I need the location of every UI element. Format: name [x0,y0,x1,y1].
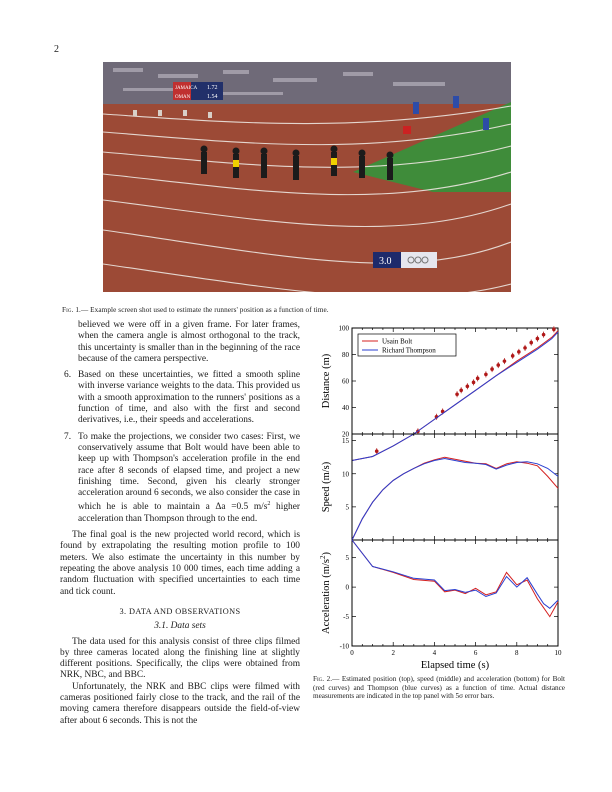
list-number: 7. [64,431,72,442]
list-number: 6. [64,370,72,381]
panel-1 [321,325,558,461]
y-tick-label: 5 [345,503,349,512]
scoreboard-row2-value: 1.54 [207,94,218,100]
race-photo [103,62,511,292]
legend-entry: Usain Bolt [382,337,413,346]
measurement-point [552,328,556,332]
y-axis-label-superscript: 2 [319,555,327,560]
final-goal-paragraph: The final goal is the new projected world record, which is found by extrapolating the resulting motion profile to 100 meters. We also estimate the uncertainty in this number by repeating the above analysis 10 000 times, each time adding a random fluctuation with specified uncertainties to each time and tick count. [60,530,300,597]
y-tick-label: 80 [342,351,349,359]
panel-frame [352,540,558,646]
figure1-caption [62,306,329,314]
page-number: 2 [54,44,59,55]
x-tick-label: 2 [391,649,395,657]
series-line-usain-bolt [352,457,558,540]
list-item-text: Based on these uncertainties, we fitted a smooth spline with inverse variance weights to the data. This provided us with a smooth approximation to the runners' positions as a function of time, and also with the first and second derivatives, i.e., their speeds and accelerations. [78,370,300,426]
measurement-point [455,392,459,396]
y-tick-label: 15 [342,437,349,446]
figure2-caption-label: Fig. 2. [313,675,333,683]
subsection-heading: 3.1. Data sets [154,621,206,632]
list-item-6 [60,370,300,426]
y-tick-label: -10 [339,642,349,651]
x-tick-label: 10 [554,649,562,657]
race-timer: 3.0 [379,256,392,267]
measurement-point [496,363,500,367]
x-tick-label: 6 [473,649,478,657]
y-tick-label: 20 [342,430,349,439]
panel-3 [319,540,562,671]
x-tick-label: 4 [432,649,437,657]
x-tick-label: 0 [350,649,354,657]
panel-frame [352,434,558,540]
y-tick-label: -5 [343,613,349,622]
y-tick-label: 60 [342,377,349,386]
measurement-point [511,354,515,358]
superscript: 2 [267,501,271,508]
figure2-chart [312,320,574,672]
figure1-caption-text: — Example screen shot used to estimate the runners' position as a function of time. [80,306,329,314]
measurement-point [476,377,480,381]
y-tick-label: 100 [338,324,349,333]
left-column [60,320,300,727]
measurement-point [542,333,546,337]
y-axis-label: Speed (m/s) [321,461,332,513]
x-axis-label: Elapsed time (s) [420,660,490,671]
measurement-point [459,388,463,392]
measurement-point [503,359,507,363]
figure1-caption-label: Fig. 1. [62,306,81,314]
legend-entry: Richard Thompson [382,346,436,355]
series-line-richard-thompson [352,459,558,541]
y-tick-label: 5 [345,554,349,563]
section-heading: 3. DATA AND OBSERVATIONS [119,606,241,616]
scoreboard-row1-name: JAMAICA [175,86,198,91]
y-tick-label: 0 [345,583,349,592]
measurement-point [523,346,527,350]
y-axis-label: Acceleration $(m/s^2)$ [319,552,332,634]
data-paragraph: The data used for this analysis consist of three clips filmed by three cameras located along the finishing line at slightly different positions. Specifically, the clips were obtained from NRK, NBC, and BBC. [60,636,300,681]
y-tick-label: 10 [342,470,349,479]
nrk-paragraph: Unfortunately, the NRK and BBC clips were filmed with cameras positioned fairly close to the track, and the rail of the moving camera therefore disappears outside the field-of-view after about 6 seconds. This is not the [60,681,300,726]
y-tick-label: 40 [342,404,349,412]
measurement-point [529,341,533,345]
y-axis-label-end: ) [321,552,332,556]
list-item-text: To make the projections, we consider two cases: First, we conservatively assume that Bolt would have been able to keep up with Thompson's acceleration profile in the end race after 8 seconds of elapsed time, and project a new finishing time. Second, given his clearly stronger acceleration around 6 seconds, we also consider the case in which he is able to maintain a Δa =0.5 m/s [78,431,300,513]
measurement-point [490,367,494,371]
measurement-point [484,373,488,377]
list-item-text-end: higher acceleration than Thompson through to the end. [78,502,300,524]
list-item-7 [60,432,300,526]
figure2-caption-text: — Estimated position (top), speed (middle) and acceleration (bottom) for Bolt (red curves) and Thompson (blue curves) as a function of time. Actual distance measurements are indicated in the top panel with 5σ error bars. [313,675,565,701]
measurement-point [472,381,476,385]
intro-paragraph: believed we were off in a given frame. For later frames, when the camera angle is almost orthogonal to the track, this uncertainty is smaller than in the beginning of the race because of the camera perspective. [78,320,300,364]
figure2-caption [313,675,565,701]
series-line-richard-thompson [352,540,558,608]
measurement-point [375,449,379,453]
y-axis-label: Distance (m) [321,353,332,409]
x-tick-label: 8 [515,649,519,657]
measurement-point [536,337,540,341]
scoreboard-row1-value: 1.72 [207,85,218,91]
panel-2 [321,434,558,540]
scoreboard-row2-name: OMAN [175,95,191,100]
measurement-point [517,350,521,354]
measurement-point [466,385,470,389]
